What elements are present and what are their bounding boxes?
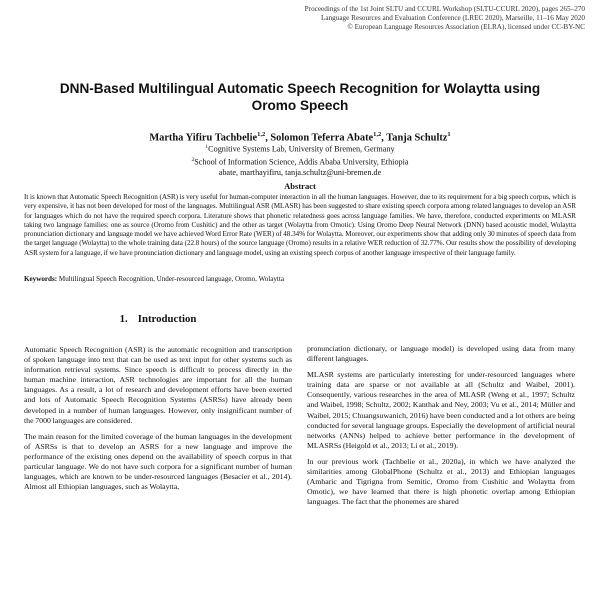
proceedings-line-3: © European Language Resources Association (ELRA), licensed under CC-BY-NC (347, 23, 585, 32)
paper-title (0, 80, 600, 114)
right-column (307, 344, 575, 513)
abstract-text: It is known that Automatic Speech Recognition (ASR) is very useful for human-computer interaction in all the human languages. However, due to its requirement for a big speech corpus, which is very expensive, it has not been developed for most of the languages. Multilingual ASR (MLASR) has been suggested to share existing speech corpora among related languages to develop an ASR for languages which do not have the required speech corpora. Literature shows that phonetic relatedness goes across language families. We have, therefore, conducted experiments on MLASR taking two language families: one as source (Oromo from Cushitic) and the other as target (Wolaytta from Omotic). Using Oromo Deep Neural Network (DNN) based acoustic model, Wolaytta pronunciation dictionary and language model we have achieved Word Error Rate (WER) of 48.34% for Wolaytta. Moreover, our experiments show that adding only 30 minutes of speech data from the target language (Wolaytta) to the whole training data (22.8 hours) of the source language (Oromo) results in a relative WER reduction of 32.77%. Our results show the possibility of developing ASR system for a language, if we have pronunciation dictionary and language model, using an existing speech corpus of another language irrespective of their language family. (24, 193, 576, 257)
keywords-label: Keywords: (24, 275, 58, 283)
intro-paragraph-1: Automatic Speech Recognition (ASR) is the automatic recognition and transcription of spoken language into text that can be used as text input for other systems such as information retrieval systems. Since speech is difficult to process directly in the human machine interaction, ASR technologies are important for all the human languages. As a result, a lot of research and development efforts have been exerted and lots of Automatic Speech Recognition Systems (ASRSs) have already been developed in a number of human languages. However, only insignificant number of the 7000 languages are considered. (24, 345, 292, 425)
intro-paragraph-2: The main reason for the limited coverage of the human languages in the development of ASRSs is that to develop an ASRS for a new language and improve the performance of the existing ones depend on the availability of speech corpus in that particular language. We do not have such corpora for a significant number of human languages, which are known to be under-resourced languages (Besacier et al., 2014). Almost all Ethiopian languages, such as Wolaytta, (24, 431, 292, 492)
right-paragraph-2: MLASR systems are particularly interesting for under-resourced languages where training data are sparse or not available at all (Schultz and Waibel, 2001). Consequently, various researches in the area of MLASR (Weng et al., 1997; Schultz and Waibel, 1998; Schultz, 2002; Kanthak and Ney, 2003; Vu et al., 2014; Müller and Waibel, 2015; Chuangsuwanich, 2016) have been conducted and a lot others are being conducted for several language groups. Especially the development of artificial neural networks (ANNs) helped to achieve better performance in the development of MLASRSs (Heigold et al., 2013; Li et al., 2019). (307, 370, 575, 450)
section-heading-introduction (24, 313, 292, 326)
author-2: Solomon Teferra Abate (270, 132, 374, 144)
author-3: Tanja Schultz (386, 132, 448, 144)
right-paragraph-3: In our previous work (Tachbelie et al., 2020a), in which we have analyzed the similarities among GlobalPhone (Schultz et al., 2013) and Ethiopian languages (Amharic and Tigrigna from Semitic, Oromo from Cushitic and Wolaytta from Omotic), we have learned that there is high phonetic overlap among Ethiopian languages. The fact that the phonemes are shared (307, 456, 575, 507)
abstract-heading: Abstract (284, 181, 316, 191)
paper-title-line-2: Oromo Speech (251, 98, 349, 113)
affiliation-1-text: Cognitive Systems Lab, University of Bremen, Germany (208, 144, 395, 154)
affiliation-1-marker: 1 (205, 144, 209, 150)
affiliation-2-text: School of Information Science, Addis Ababa University, Ethiopia (194, 157, 409, 167)
author-2-affil: 1,2 (373, 131, 382, 138)
proceedings-header (185, 5, 585, 33)
keywords (24, 275, 576, 284)
author-list: Martha Yifiru Tachbelie$^{1,2}$, Solomon Teferra Abate$^{1,2}$, Tanja Schultz$^1$ (149, 131, 451, 144)
affiliation-1 (0, 142, 600, 155)
paper-title-line-1: DNN-Based Multilingual Automatic Speech Recognition for Wolaytta using (59, 81, 541, 96)
left-column (24, 345, 292, 498)
affiliation-2-marker: 2 (191, 156, 195, 163)
section-title: Introduction (137, 313, 197, 325)
right-paragraph-1: pronunciation dictionary, or language model) is developed using data from many different languages. (307, 344, 575, 364)
section-number: 1. (119, 313, 128, 325)
proceedings-line-1: Proceedings of the 1st Joint SLTU and CCURL Workshop (SLTU-CCURL 2020), pages 265–270 (304, 5, 585, 13)
affiliation-2 (0, 155, 600, 168)
author-1: Martha Yifiru Tachbelie (149, 132, 258, 144)
author-3-affil: 1 (447, 131, 451, 138)
affiliations (0, 142, 600, 178)
author-1-affil: 1,2 (257, 131, 266, 138)
keywords-text: Multilingual Speech Recognition, Under-resourced language, Oromo, Wolaytta (58, 275, 285, 283)
proceedings-line-2: Language Resources and Evaluation Conference (LREC 2020), Marseille, 11–16 May 2020 (321, 14, 585, 23)
author-emails: abate, marthayifiru, tanja.schultz@uni-bremen.de (218, 168, 382, 178)
